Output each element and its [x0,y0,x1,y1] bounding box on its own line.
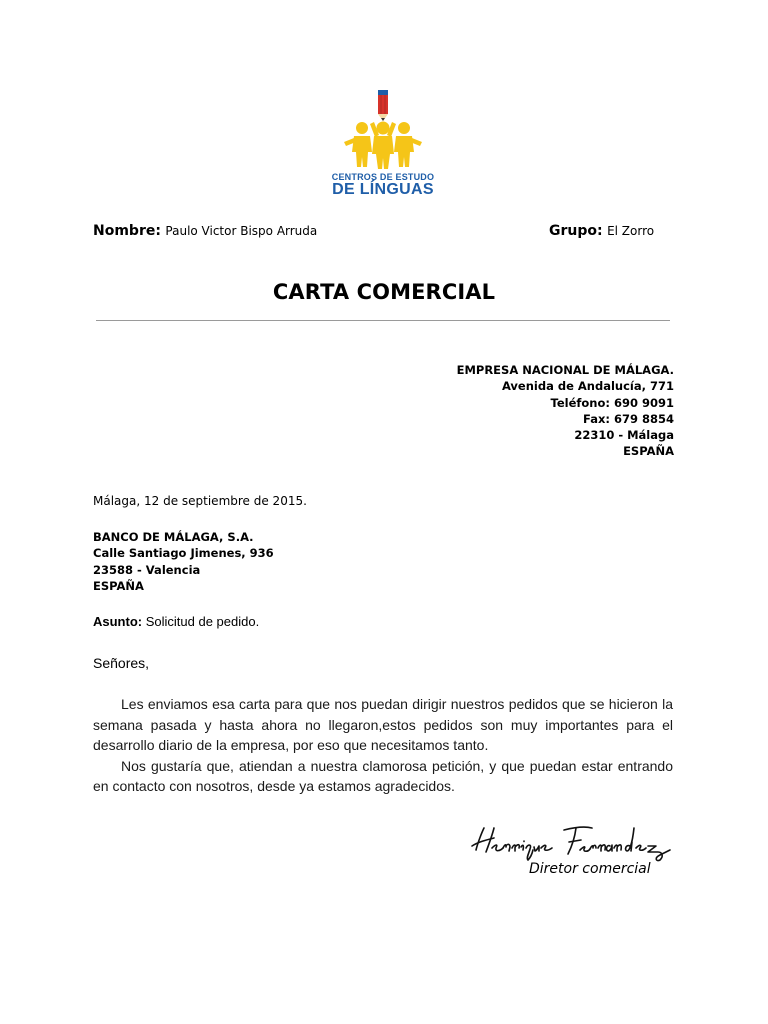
sender-line: Fax: 679 8854 [583,411,674,426]
document-title: CARTA COMERCIAL [272,280,496,304]
subject-line [93,614,259,629]
sender-line: Avenida de Andalucía, 771 [501,379,674,394]
letter-body [93,694,673,797]
recipient-line: 23588 - Valencia [93,562,201,577]
signatory-title: Diretor comercial [529,861,651,877]
group-value: El Zorro [607,224,655,238]
recipient-address [93,529,274,594]
subject-value: Solicitud de pedido. [145,614,260,629]
logo-figures-graphic [318,84,448,172]
logo-text-line1: CENTROS DE ESTUDO [331,172,435,182]
letter-date: Málaga, 12 de septiembre de 2015. [93,494,307,508]
sender-line: Teléfono: 690 9091 [550,395,674,410]
name-value: Paulo Victor Bispo Arruda [165,224,318,238]
student-name-line [93,222,317,240]
recipient-line: Calle Santiago Jimenes, 936 [93,546,274,561]
handwritten-signature [468,822,678,866]
logo-text-line2: DE LÍNGUAS [332,181,434,198]
recipient-line: ESPAÑA [93,578,144,593]
name-label: Nombre: [93,223,161,239]
body-paragraph: Nos gustaría que, atiendan a nuestra clamorosa petición, y que puedan estar entrando en contacto con nosotros, desde ya estamos agradecidos. [93,757,673,794]
sender-line: 22310 - Málaga [574,428,674,443]
title-divider [96,320,670,321]
sender-line: EMPRESA NACIONAL DE MÁLAGA. [456,363,674,377]
sender-address [457,362,674,460]
sender-line: ESPAÑA [623,444,674,459]
signature-graphic [468,822,678,866]
greeting: Señores, [93,655,150,671]
company-logo [318,84,448,202]
recipient-line: BANCO DE MÁLAGA, S.A. [93,530,254,544]
subject-label: Asunto: [93,614,143,629]
body-paragraph: Les enviamos esa carta para que nos puedan dirigir nuestros pedidos que se hicieron la semana pasada y hasta ahora no llegaron,estos pedidos son muy importantes para el desarrollo diario de la empresa, por eso que necesitamos tanto. [93,696,673,753]
group-label: Grupo: [549,223,603,239]
group-line [549,222,654,240]
